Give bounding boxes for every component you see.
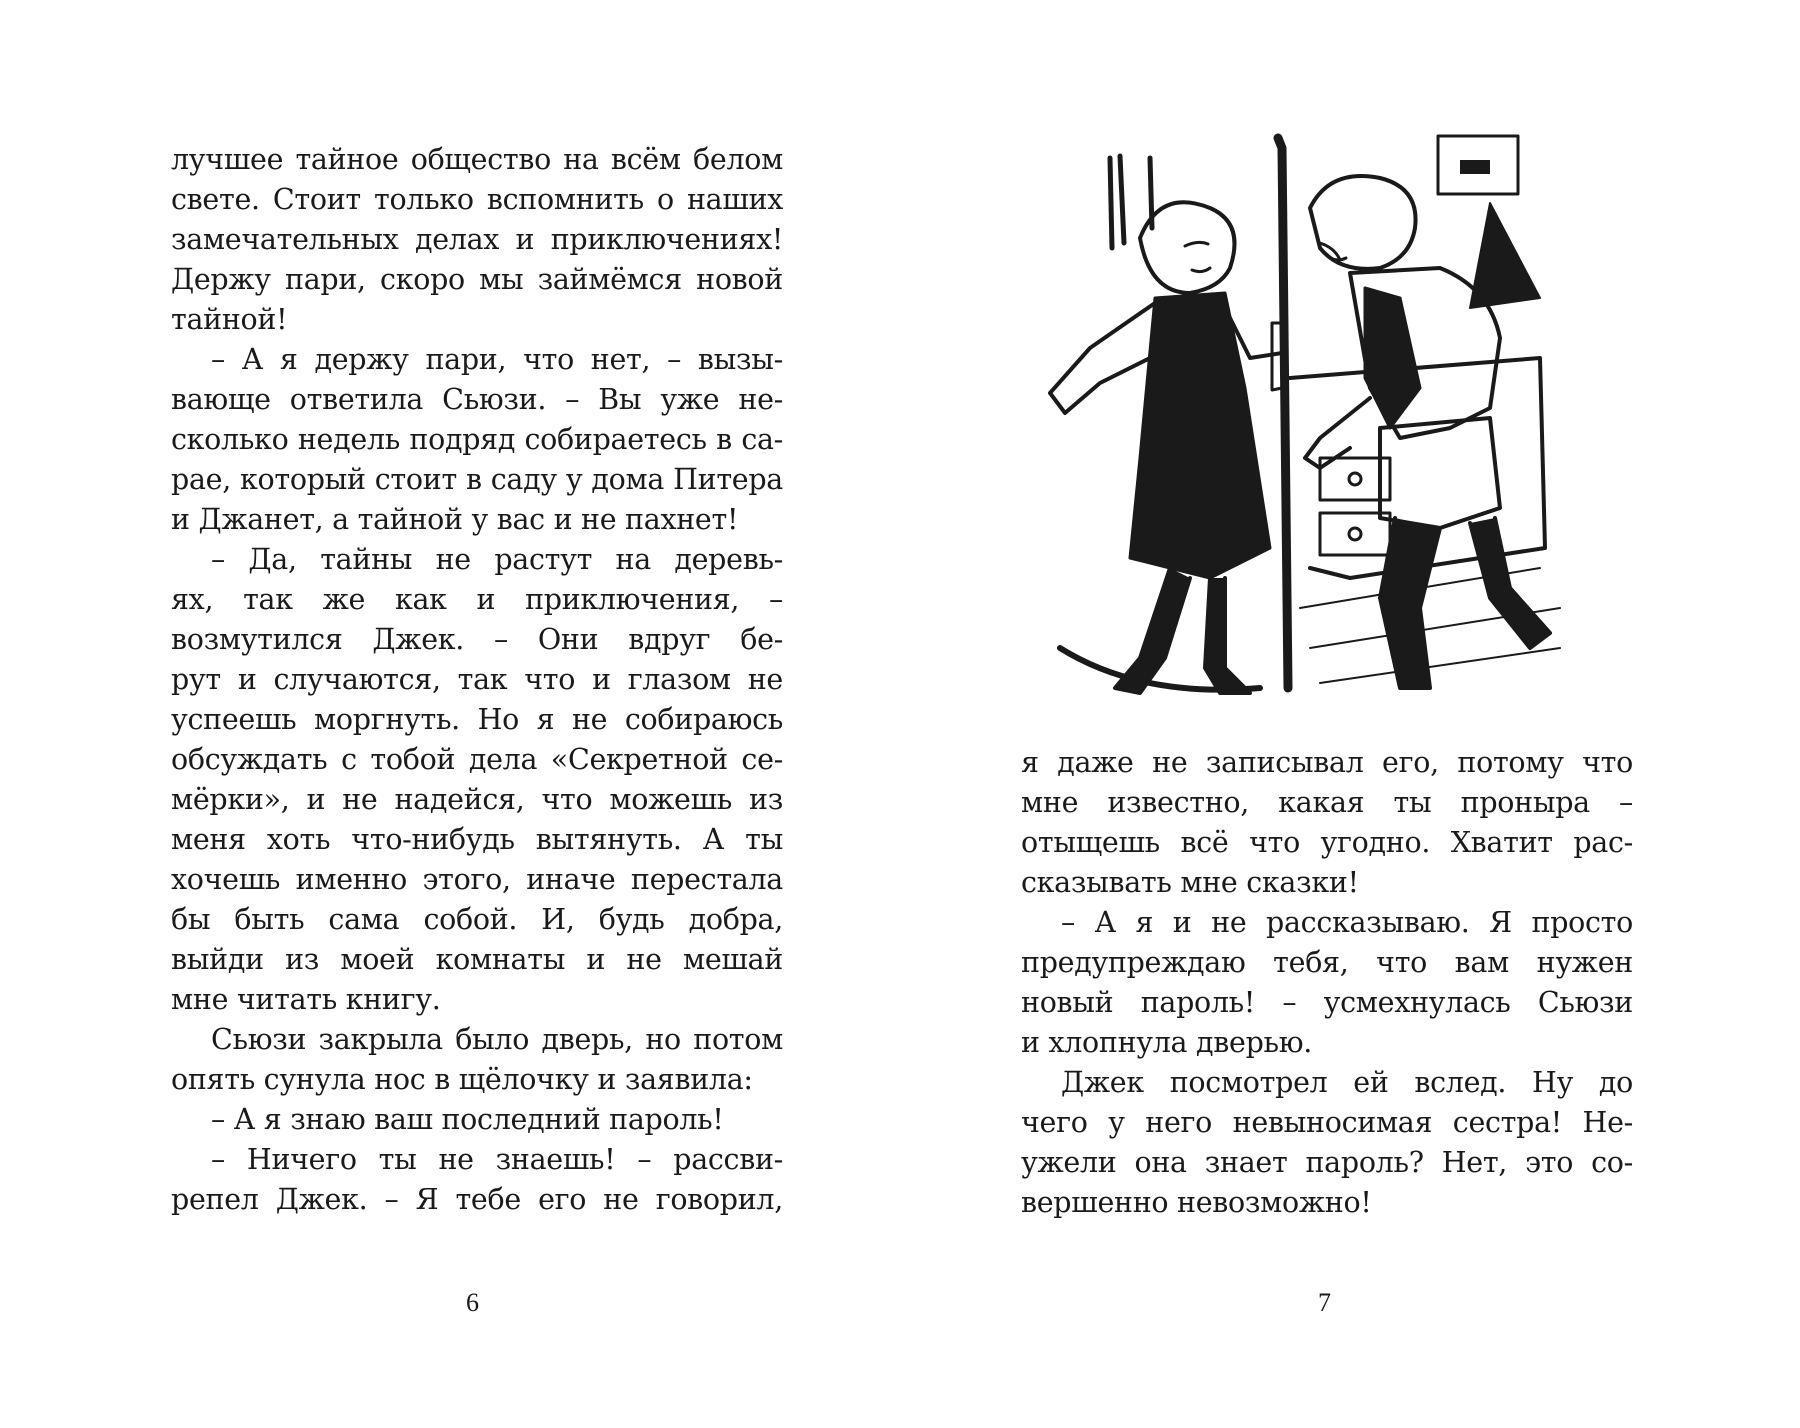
text-line: – Да, тайны не растут на деревь- xyxy=(211,543,783,576)
text-line: обсуждать с тобой дела «Секретной се- xyxy=(171,743,783,776)
text-line: возмутился Джек. – Они вдруг бе- xyxy=(171,623,783,656)
girl-pinafore xyxy=(1130,293,1270,578)
text-line: свете. Стоит только вспомнить о наших xyxy=(171,183,783,216)
text-line: ях, так же как и приключения, – xyxy=(171,583,783,616)
page-number-left: 6 xyxy=(466,1288,479,1317)
text-line: вершенно невозможно! xyxy=(1021,1186,1372,1219)
boy-hair xyxy=(1310,176,1416,269)
text-line: Держу пари, скоро мы займёмся новой xyxy=(171,263,783,296)
text-line: тайной! xyxy=(171,303,288,336)
text-line: отыщешь всё что угодно. Хватит рас- xyxy=(1021,826,1633,859)
text-line: сколько недель подряд собираетесь в са- xyxy=(171,423,783,456)
text-line: мне известно, какая ты проныра – xyxy=(1021,786,1633,819)
text-line: и хлопнула дверью. xyxy=(1021,1026,1312,1059)
lamp xyxy=(1470,203,1540,308)
text-line: предупреждаю тебя, что вам нужен xyxy=(1021,946,1633,979)
text-line: Сьюзи закрыла было дверь, но потом xyxy=(211,1023,783,1056)
text-line: рае, который стоит в саду у дома Питера xyxy=(171,463,783,496)
girl-sleeve-left xyxy=(1050,303,1155,413)
text-line: мёрки», и не надейся, что можешь из xyxy=(171,783,783,816)
text-line: ужели она знает пароль? Нет, это со- xyxy=(1021,1146,1633,1179)
text-line: бы быть сама собой. И, будь добра, xyxy=(171,903,783,936)
text-line: – А я держу пари, что нет, – вызы- xyxy=(211,343,783,376)
text-line: успеешь моргнуть. Но я не собираюсь xyxy=(171,703,783,736)
text-line: и Джанет, а тайной у вас и не пахнет! xyxy=(171,503,739,536)
text-line: Джек посмотрел ей вслед. Ну до xyxy=(1061,1066,1633,1099)
text-line: я даже не записывал его, потому что xyxy=(1021,746,1633,779)
text-line: – А я и не рассказываю. Я просто xyxy=(1061,906,1633,939)
door-handle xyxy=(1272,323,1282,390)
text-line: сказывать мне сказки! xyxy=(1021,866,1359,899)
door-edge xyxy=(1278,138,1288,688)
text-line: чего у него невыносимая сестра! Не- xyxy=(1021,1106,1633,1139)
text-line: новый пароль! – усмехнулась Сьюзи xyxy=(1021,986,1633,1019)
text-line: – Ничего ты не знаешь! – рассви- xyxy=(211,1143,783,1176)
text-line: – А я знаю ваш последний пароль! xyxy=(211,1103,724,1136)
text-line: вающе ответила Сьюзи. – Вы уже не- xyxy=(171,383,783,416)
left-page-text xyxy=(171,140,783,1220)
text-line: репел Джек. – Я тебе его не говорил, xyxy=(171,1183,783,1216)
text-line: замечательных делах и приключениях! xyxy=(171,223,783,256)
text-line: мне читать книгу. xyxy=(171,983,441,1016)
text-line: рут и случаются, так что и глазом не xyxy=(171,663,783,696)
right-page-text xyxy=(1021,743,1633,1223)
page-number-right: 7 xyxy=(1318,1288,1331,1317)
right-page xyxy=(900,0,1800,1428)
boy-vest xyxy=(1365,288,1420,428)
text-line: меня хоть что-нибудь вытянуть. А ты xyxy=(171,823,783,856)
illustration-image xyxy=(1020,128,1580,708)
wall-lines xyxy=(1110,156,1152,248)
text-line: хочешь именно этого, иначе перестала xyxy=(171,863,783,896)
text-line: опять сунула нос в щёлочку и заявила: xyxy=(171,1063,753,1096)
text-line: выйди из моей комнаты и не мешай xyxy=(171,943,783,976)
girl-hair xyxy=(1140,202,1235,293)
text-line: лучшее тайное общество на всём белом xyxy=(171,143,783,176)
girl-legs xyxy=(1115,568,1250,693)
